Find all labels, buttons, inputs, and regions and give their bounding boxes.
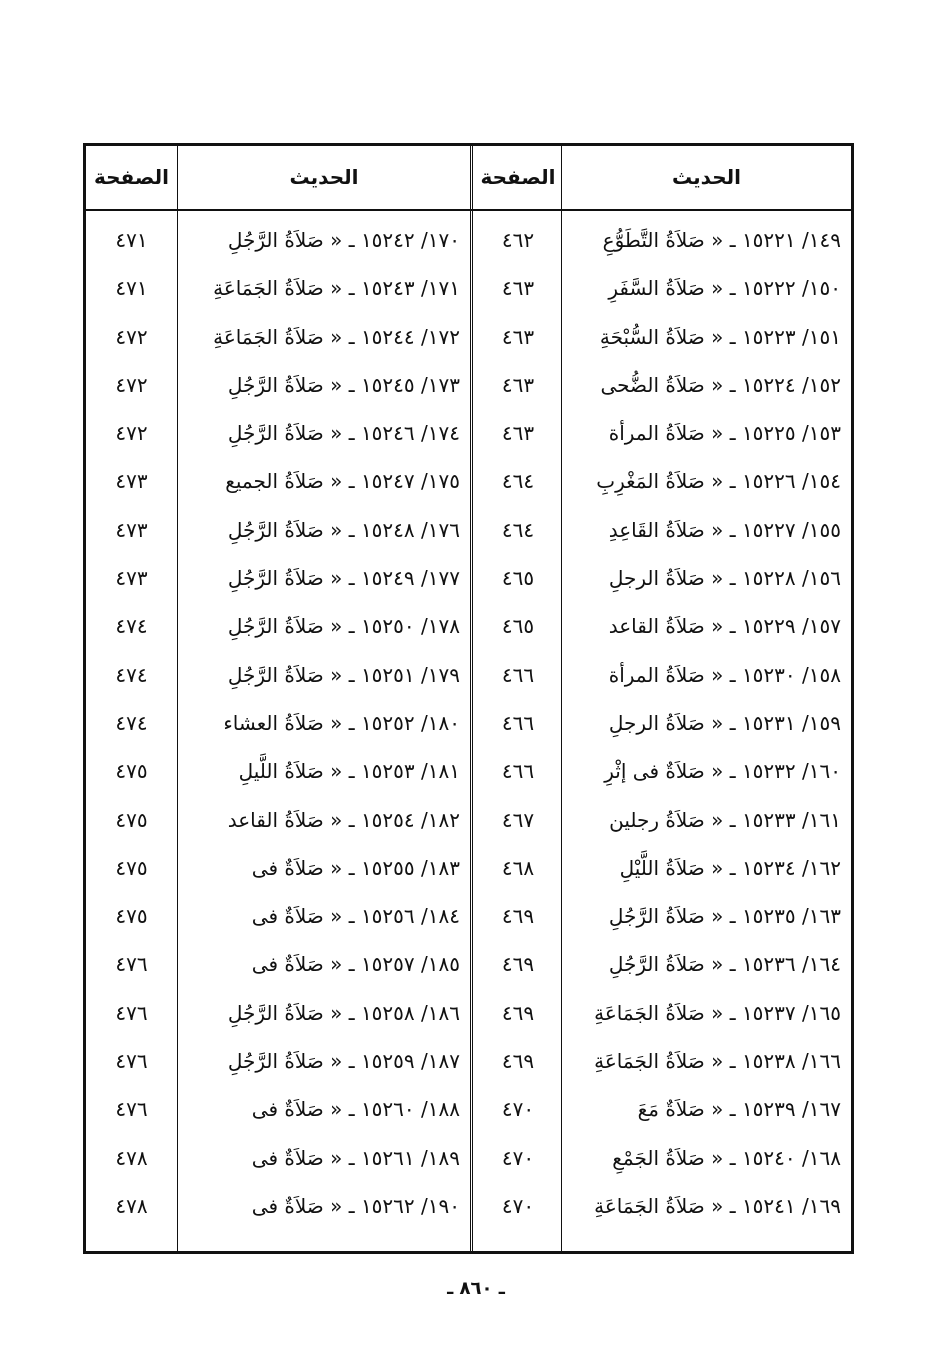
header-page-right: الصفحة: [480, 165, 556, 189]
hadith-entry: ١٨٢/ ١٥٢٥٤ ـ « صَلاَةُ القاعد: [227, 807, 460, 832]
hadith-entry: ١٨٥/ ١٥٢٥٧ ـ « صَلاَةٌ فى: [251, 952, 460, 977]
page-ref: ٤٧٤: [115, 710, 148, 735]
hadith-entry: ١٥٢/ ١٥٢٢٤ ـ « صَلاَةُ الضُّحى: [600, 372, 841, 397]
hadith-entry: ١٦٥/ ١٥٢٣٧ ـ « صَلاَةُ الجَمَاعَةِ: [594, 1000, 841, 1025]
hadith-entry: ١٥٤/ ١٥٢٢٦ ـ « صَلاَةُ المَغْرِبِ: [596, 469, 841, 494]
hadith-entry: ١٩٠/ ١٥٢٦٢ ـ « صَلاَةٌ فى: [251, 1193, 460, 1218]
page-ref: ٤٧٥: [115, 807, 148, 832]
hadith-entry: ١٧٤/ ١٥٢٤٦ ـ « صَلاَةُ الرَّجُلِ: [227, 421, 460, 446]
hadith-entry: ١٨٣/ ١٥٢٥٥ ـ « صَلاَةٌ فى: [251, 855, 460, 880]
hadith-entry: ١٥٩/ ١٥٢٣١ ـ « صَلاَةُ الرجلِ: [608, 710, 841, 735]
page-ref: ٤٧٨: [115, 1193, 148, 1218]
hadith-entry: ١٦١/ ١٥٢٣٣ ـ « صَلاَةُ رجلين: [609, 807, 841, 832]
page-ref: ٤٧٥: [115, 759, 148, 784]
hadith-entry: ١٤٩/ ١٥٢٢١ ـ « صَلاَةُ التَّطَوُّعِ: [602, 228, 841, 252]
page-ref: ٤٧٤: [115, 614, 148, 639]
page-ref: ٤٧٣: [115, 517, 148, 542]
hadith-column-left: [178, 218, 470, 1232]
page-ref: ٤٦٢: [501, 228, 535, 252]
hadith-entry: ١٦٧/ ١٥٢٣٩ ـ « صَلاَةٌ مَعَ: [637, 1097, 841, 1122]
page-ref: ٤٧٨: [115, 1145, 148, 1170]
page-ref: ٤٧٠: [501, 1097, 535, 1122]
page-ref: ٤٧١: [115, 228, 148, 252]
page-ref: ٤٧٠: [501, 1193, 535, 1218]
hadith-index-table: [83, 143, 854, 1254]
page-ref: ٤٧١: [115, 276, 148, 301]
page-ref: ٤٦٣: [501, 324, 535, 349]
header-divider: [86, 209, 851, 211]
page-ref: ٤٧٦: [115, 1049, 148, 1074]
hadith-entry: ١٧١/ ١٥٢٤٣ ـ « صَلاَةُ الجَمَاعَةِ: [213, 276, 460, 301]
page-ref: ٤٧٥: [115, 904, 148, 929]
hadith-entry: ١٧٣/ ١٥٢٤٥ ـ « صَلاَةُ الرَّجُلِ: [227, 372, 460, 397]
page-ref: ٤٦٣: [501, 421, 535, 446]
page-ref: ٤٧٦: [115, 1000, 148, 1025]
page-ref: ٤٧٠: [501, 1145, 535, 1170]
hadith-entry: ١٦٦/ ١٥٢٣٨ ـ « صَلاَةُ الجَمَاعَةِ: [594, 1049, 841, 1074]
page-ref: ٤٧٤: [115, 662, 148, 687]
page-ref: ٤٦٣: [501, 276, 535, 301]
hadith-entry: ١٨٦/ ١٥٢٥٨ ـ « صَلاَةُ الرَّجُلِ: [227, 1000, 460, 1025]
page-ref: ٤٦٦: [501, 662, 535, 687]
hadith-entry: ١٦٢/ ١٥٢٣٤ ـ « صَلاَةُ اللَّيْلِ: [619, 855, 841, 880]
page-ref: ٤٦٤: [501, 517, 535, 542]
hadith-entry: ١٥٠/ ١٥٢٢٢ ـ « صَلاَةُ السَّفَرِ: [608, 276, 841, 301]
page-ref: ٤٧٦: [115, 1097, 148, 1122]
hadith-entry: ١٧٠/ ١٥٢٤٢ ـ « صَلاَةُ الرَّجُلِ: [227, 228, 460, 252]
hadith-entry: ١٨٠/ ١٥٢٥٢ ـ « صَلاَةُ العشاء: [223, 710, 460, 735]
hadith-entry: ١٧٨/ ١٥٢٥٠ ـ « صَلاَةُ الرَّجُلِ: [227, 614, 460, 639]
hadith-entry: ١٨٩/ ١٥٢٦١ ـ « صَلاَةٌ فى: [251, 1145, 460, 1170]
page-ref: ٤٦٥: [501, 566, 535, 591]
header-page-left: الصفحة: [93, 165, 169, 189]
hadith-entry: ١٦٩/ ١٥٢٤١ ـ « صَلاَةُ الجَمَاعَةِ: [594, 1193, 841, 1218]
hadith-entry: ١٨٤/ ١٥٢٥٦ ـ « صَلاَةٌ فى: [251, 904, 460, 929]
hadith-entry: ١٧٦/ ١٥٢٤٨ ـ « صَلاَةُ الرَّجُلِ: [227, 517, 460, 542]
hadith-entry: ١٥٧/ ١٥٢٢٩ ـ « صَلاَةُ القاعد: [608, 614, 841, 639]
page-ref: ٤٧٢: [115, 421, 148, 446]
page-ref: ٤٦٩: [501, 1049, 535, 1074]
page-ref: ٤٧٢: [115, 324, 148, 349]
header-hadith-left: الحديث: [289, 165, 359, 189]
hadith-entry: ١٥٥/ ١٥٢٢٧ ـ « صَلاَةُ القَاعِدِ: [608, 517, 841, 542]
page-ref: ٤٦٦: [501, 759, 535, 784]
page-ref: ٤٦٩: [501, 904, 535, 929]
page-ref: ٤٦٥: [501, 614, 535, 639]
hadith-entry: ١٥١/ ١٥٢٢٣ ـ « صَلاَةُ السُّبْحَةِ: [599, 324, 841, 349]
hadith-entry: ١٨٧/ ١٥٢٥٩ ـ « صَلاَةُ الرَّجُلِ: [227, 1049, 460, 1074]
hadith-entry: ١٥٨/ ١٥٢٣٠ ـ « صَلاَةُ المرأة: [608, 662, 841, 687]
hadith-column-right: [562, 218, 851, 1232]
page-ref: ٤٧٣: [115, 469, 148, 494]
hadith-entry: ١٧٢/ ١٥٢٤٤ ـ « صَلاَةُ الجَمَاعَةِ: [213, 324, 460, 349]
page-ref: ٤٦٦: [501, 710, 535, 735]
hadith-entry: ١٦٨/ ١٥٢٤٠ ـ « صَلاَةُ الجَمْعِ: [612, 1145, 841, 1170]
page-number: ـ ٨٦٠ ـ: [447, 1278, 505, 1299]
hadith-entry: ١٥٦/ ١٥٢٢٨ ـ « صَلاَةُ الرجلِ: [608, 566, 841, 591]
hadith-entry: ١٨٨/ ١٥٢٦٠ ـ « صَلاَةٌ فى: [251, 1097, 460, 1122]
hadith-entry: ١٥٣/ ١٥٢٢٥ ـ « صَلاَةُ المرأة: [608, 421, 841, 446]
header-hadith-right: الحديث: [671, 165, 741, 189]
page-ref: ٤٦٧: [501, 807, 535, 832]
page-ref: ٤٦٩: [501, 952, 535, 977]
page-ref: ٤٦٨: [501, 855, 535, 880]
hadith-entry: ١٦٤/ ١٥٢٣٦ ـ « صَلاَةُ الرَّجُلِ: [608, 952, 841, 977]
hadith-entry: ١٧٥/ ١٥٢٤٧ ـ « صَلاَةُ الجميع: [225, 469, 460, 494]
page-ref: ٤٧٢: [115, 372, 148, 397]
hadith-entry: ١٦٠/ ١٥٢٣٢ ـ « صَلاَةٌ فى إثْرِ: [604, 759, 841, 784]
page-ref: ٤٦٤: [501, 469, 535, 494]
hadith-entry: ١٨١/ ١٥٢٥٣ ـ « صَلاَةُ اللَّيلِ: [238, 759, 460, 784]
hadith-entry: ١٦٣/ ١٥٢٣٥ ـ « صَلاَةُ الرَّجُلِ: [608, 904, 841, 929]
page-ref: ٤٧٥: [115, 855, 148, 880]
page-ref: ٤٧٦: [115, 952, 148, 977]
hadith-entry: ١٧٩/ ١٥٢٥١ ـ « صَلاَةُ الرَّجُلِ: [227, 662, 460, 687]
page-ref: ٤٦٣: [501, 372, 535, 397]
page-ref: ٤٦٩: [501, 1000, 535, 1025]
page-column-left: [86, 218, 177, 1232]
page-ref: ٤٧٣: [115, 566, 148, 591]
page-column-right: [475, 218, 561, 1232]
hadith-entry: ١٧٧/ ١٥٢٤٩ ـ « صَلاَةُ الرَّجُلِ: [227, 566, 460, 591]
